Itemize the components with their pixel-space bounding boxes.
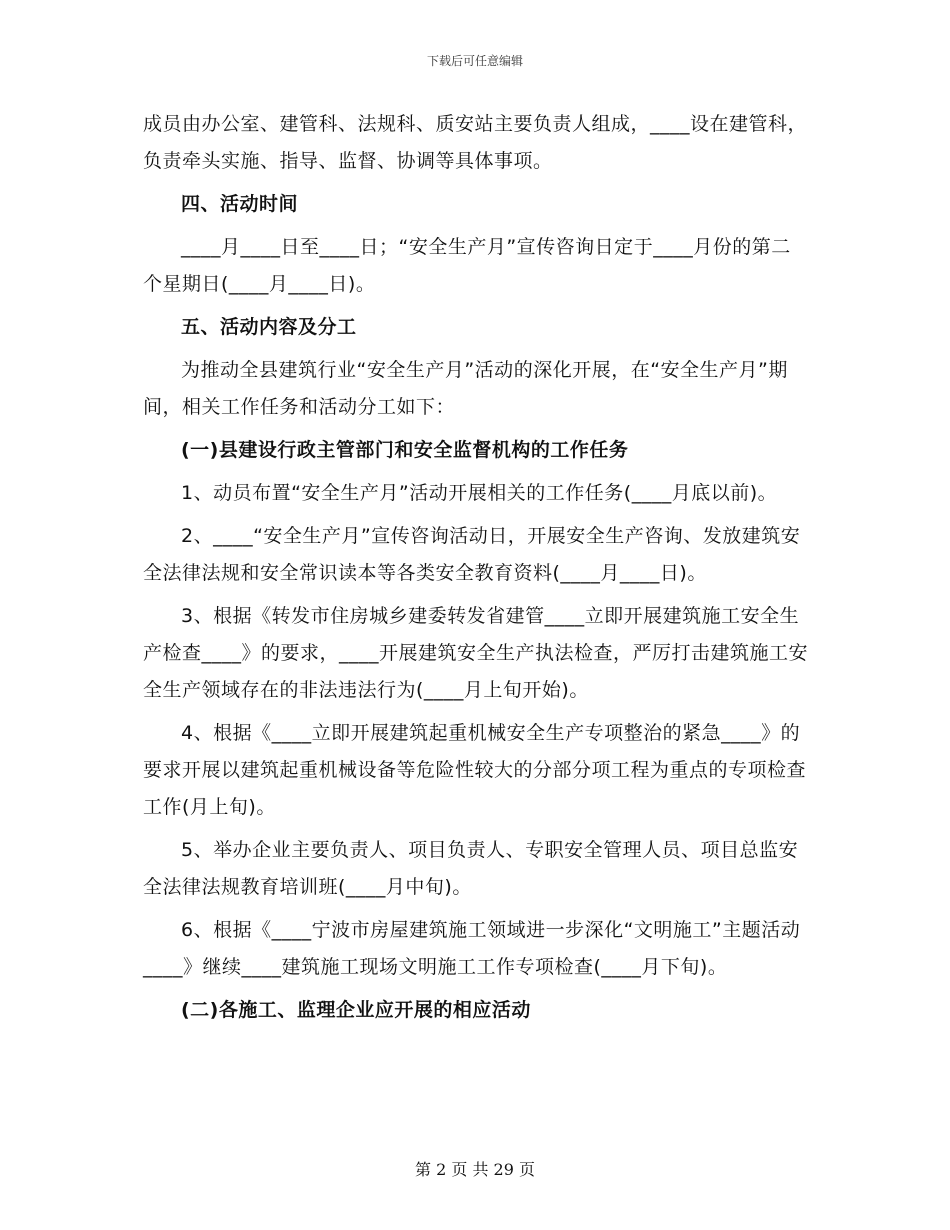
subsection-heading-2: (二)各施工、监理企业应开展的相应活动: [181, 999, 531, 1021]
list-item-3: 3、根据《转发市住房城乡建委转发省建管____立即开展建筑施工安全生产检查____》的要求，____开展建筑安全生产执法检查，严厉打击建筑施工安全生产领域存在的非法违法行为(____月上旬开始)。: [143, 605, 809, 701]
list-item-4: 4、根据《____立即开展建筑起重机械安全生产专项整治的紧急____》的要求开展以建筑起重机械设备等危险性较大的分部分项工程为重点的专项检查工作(月上旬)。: [143, 722, 807, 818]
page-header: 下载后可任意编辑: [426, 54, 523, 68]
subsection-heading-1: (一)县建设行政主管部门和安全监督机构的工作任务: [181, 439, 629, 461]
paragraph-intro: 为推动全县建筑行业“安全生产月”活动的深化开展，在“安全生产月”期间，相关工作任务和活动分工如下：: [143, 359, 788, 418]
paragraph-activity-time: ____月____日至____日；“安全生产月”宣传咨询日定于____月份的第二个星期日(____月____日)。: [143, 236, 791, 295]
list-item-1: 1、动员布置“安全生产月”活动开展相关的工作任务(____月底以前)。: [181, 482, 778, 504]
list-item-5: 5、举办企业主要负责人、项目负责人、专职安全管理人员、项目总监安全法律法规教育培训班(____月中旬)。: [143, 839, 799, 898]
section-heading-content-division: 五、活动内容及分工: [181, 316, 357, 338]
list-item-6: 6、根据《____宁波市房屋建筑施工领域进一步深化“文明施工”主题活动____》继续____建筑施工现场文明施工工作专项检查(____月下旬)。: [143, 919, 801, 978]
list-item-2: 2、____“安全生产月”宣传咨询活动日，开展安全生产咨询、发放建筑安全法律法规和安全常识读本等各类安全教育资料(____月____日)。: [143, 525, 801, 584]
paragraph-continuation: 成员由办公室、建管科、法规科、质安站主要负责人组成，____设在建管科，负责牵头实施、指导、监督、协调等具体事项。: [143, 113, 808, 172]
section-heading-activity-time: 四、活动时间: [181, 193, 299, 215]
page-number: 第 2 页 共 29 页: [415, 1160, 535, 1179]
document-body: [143, 106, 808, 1035]
